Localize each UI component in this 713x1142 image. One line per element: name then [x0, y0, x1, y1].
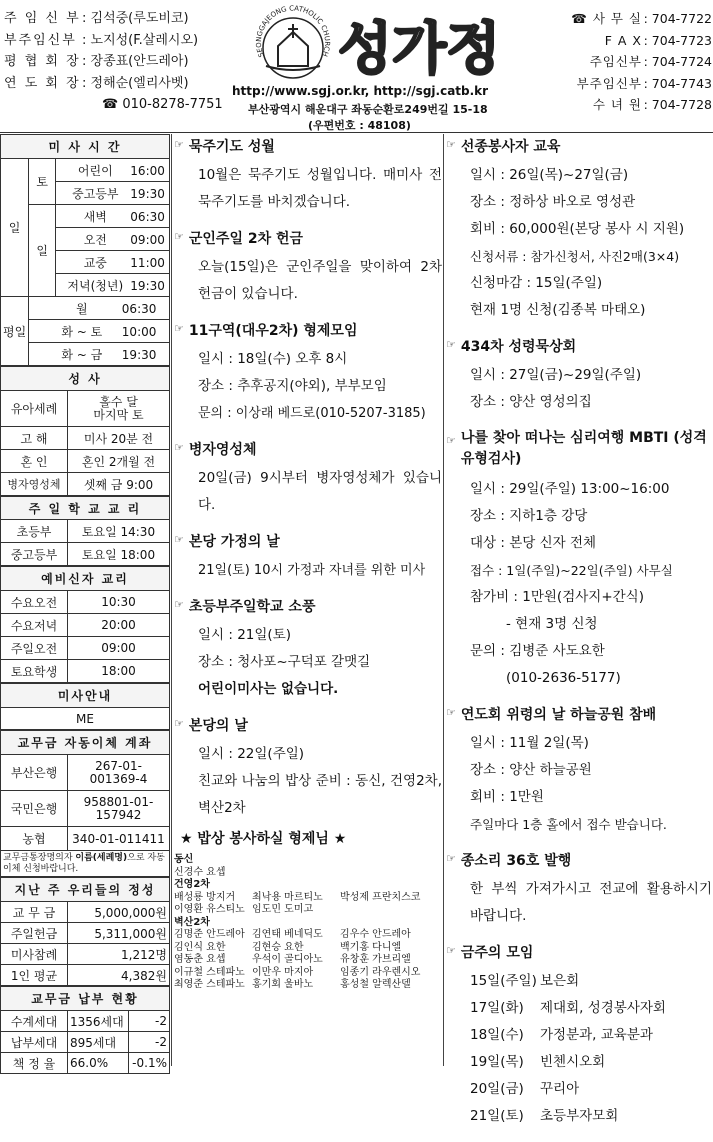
class-name: 수요저녁 [1, 614, 68, 637]
dues-value: 66.0% [68, 1053, 129, 1074]
notice-family-day [174, 531, 442, 584]
auto-transfer-table [0, 730, 170, 877]
notice-line: 장소 : 양산 하늘공원 [470, 762, 592, 778]
sacrament-value: 홀수 달 마지막 토 [68, 391, 170, 427]
notice-line: (010-2636-5177) [506, 670, 621, 686]
contact-label: F A X [604, 32, 642, 48]
notice-line: 회비 : 1만원 [470, 789, 544, 805]
sacrament-name: 고 해 [1, 427, 68, 450]
mass-times-title: 미 사 시 간 [1, 135, 170, 159]
sacrament-value: 혼인 2개월 전 [68, 450, 170, 473]
notice-bold-line: 어린이미사는 없습니다. [198, 681, 339, 697]
dues-name: 납부세대 [1, 1032, 68, 1053]
transfer-note: 교무금통장명의자 이름(세례명)으로 자동이체 신청바랍니다. [1, 851, 170, 877]
main-phone-number: 010-8278-7751 [122, 97, 223, 112]
notice-military-sunday [174, 228, 442, 308]
volunteer-row: 이규철 스테파노 이만우 마지아 임종기 라우렌시오 [174, 966, 421, 978]
staff-label: 연 도 회 장 [4, 75, 81, 91]
school-name: 초등부 [1, 520, 68, 543]
sacrament-value: 셋째 금 9:00 [68, 473, 170, 496]
notice-title: 나를 찾아 떠나는 심리여행 MBTI (성격 유형검사) [460, 430, 707, 467]
dues-name: 수계세대 [1, 1011, 68, 1032]
notice-line: 친교와 나눔의 밥상 준비 : 동신, 건영2차, 벽산2차 [198, 773, 442, 816]
announcements-middle [174, 136, 442, 992]
catechumen-table [0, 566, 170, 683]
account-number: 267-01- 001369-4 [68, 755, 170, 791]
notice-title: 본당의 날 [188, 718, 248, 734]
contact-value: : 704-7722 [643, 11, 712, 26]
notice-line: 일시 : 18일(수) 오후 8시 [198, 351, 348, 367]
meeting-row: 19일(목) 빈첸시오회 [470, 1054, 606, 1070]
mass-row: 어린이 16:00 [56, 159, 170, 182]
volunteer-row: 배성룡 방지거 최낙용 마르티노 박성제 프란치스코 [174, 891, 421, 903]
hand-pointer-icon: ☞ [446, 338, 456, 351]
weekly-offering-title: 지난 주 우리들의 정성 [1, 878, 170, 902]
volunteer-row: 김인식 요한 김현승 요한 백기홍 다니엘 [174, 941, 402, 953]
staff-label: 주 임 신 부 [4, 11, 81, 26]
bank-name: 농협 [1, 827, 68, 851]
volunteer-group-name: 동신 [174, 854, 194, 865]
mass-guide-table [0, 683, 170, 730]
account-number: 340-01-011411 [68, 827, 170, 851]
staff-value: : 장종표(안드레아) [82, 54, 189, 69]
church-address: 부산광역시 해운대구 좌동순환로249번길 15-18 [248, 103, 488, 116]
meeting-row: 20일(금) 꾸리아 [470, 1081, 580, 1097]
contact-list [552, 8, 712, 116]
bank-name: 국민은행 [1, 791, 68, 827]
contact-row [552, 51, 712, 73]
hand-pointer-icon: ☞ [446, 852, 456, 865]
header-divider [0, 132, 713, 133]
contact-row [552, 94, 712, 116]
notice-spirit-retreat [446, 336, 712, 416]
mass-row: 화 ~ 금 19:30 [29, 343, 170, 366]
saturday-label: 토 [29, 159, 56, 205]
contact-value: : 704-7728 [643, 97, 712, 112]
postcode: (우편번호 : 48108) [308, 119, 411, 132]
weekly-offering-table [0, 877, 170, 986]
dues-delta: -2 [128, 1032, 169, 1053]
sunday-sub-label: 일 [29, 205, 56, 297]
dues-value: 1356세대 [68, 1011, 129, 1032]
dues-delta: -0.1% [128, 1053, 169, 1074]
sacraments-title: 성 사 [1, 367, 170, 391]
notice-line: 21일(토) 10시 가정과 자녀를 위한 미사 [198, 563, 426, 578]
notice-line: 일시 : 29일(주일) 13:00~16:00 [470, 481, 670, 497]
notice-line: 신청서류 : 참가신청서, 사진2매(3×4) [470, 249, 680, 264]
church-logo [248, 4, 548, 90]
dues-delta: -2 [128, 1011, 169, 1032]
mass-row: 화 ~ 토 10:00 [29, 320, 170, 343]
hand-pointer-icon: ☞ [446, 706, 456, 719]
dues-name: 책 정 율 [1, 1053, 68, 1074]
volunteers-title: ★ 밥상 봉사하실 형제님 ★ [180, 831, 347, 847]
class-time: 18:00 [68, 660, 170, 683]
notice-title: 군인주일 2차 헌금 [188, 231, 304, 247]
notice-bell-newsletter [446, 850, 712, 930]
sunday-school-table [0, 496, 170, 566]
contact-label: 부주임신부 [576, 75, 642, 91]
volunteer-row: 김명준 안드레아 김연태 베네딕도 김우수 안드레아 [174, 929, 411, 940]
staff-label: 부주임신부 [4, 32, 77, 48]
contact-value: : 704-7743 [643, 75, 712, 91]
meeting-row: 18일(수) 가정분과, 교육분과 [470, 1027, 653, 1043]
notice-title: 11구역(대우2차) 형제모임 [188, 323, 358, 339]
notice-line: 일시 : 26일(목)~27일(금) [470, 167, 629, 183]
volunteers-list [174, 854, 442, 992]
notice-rosary-month [174, 136, 442, 216]
mass-row: 중고등부 19:30 [56, 182, 170, 205]
notice-line: 대상 : 본당 신자 전체 [470, 535, 597, 551]
class-time: 10:30 [68, 591, 170, 614]
notice-line: - 현재 3명 신청 [506, 616, 598, 632]
notice-mbti [446, 428, 712, 692]
class-name: 토요학생 [1, 660, 68, 683]
notice-title: 종소리 36호 발행 [460, 853, 572, 869]
offering-name: 미사참례 [1, 944, 68, 965]
main-phone [4, 94, 244, 116]
hand-pointer-icon: ☞ [446, 434, 456, 447]
notice-title: 선종봉사자 교육 [460, 139, 561, 155]
mass-times-table [0, 134, 170, 366]
notice-line: 문의 : 이상래 베드로(010-5207-3185) [198, 406, 426, 421]
hand-pointer-icon: ☞ [174, 533, 184, 546]
offering-name: 교 무 금 [1, 902, 68, 923]
staff-value: : 정해순(엘리사벳) [82, 75, 189, 91]
dues-value: 895세대 [68, 1032, 129, 1053]
mass-row: 저녁(청년) 19:30 [56, 274, 170, 297]
notice-sick-communion [174, 439, 442, 519]
volunteer-row: 신경수 요셉 [174, 866, 226, 878]
meeting-row: 21일(토) 초등부자모회 [470, 1108, 619, 1124]
offering-name: 주일헌금 [1, 923, 68, 944]
notice-line: 20일(금) 9시부터 병자영성체가 있습니다. [198, 470, 442, 513]
notice-parish-day [174, 715, 442, 822]
notice-title: 초등부주일학교 소풍 [188, 599, 316, 615]
notice-school-picnic [174, 596, 442, 703]
phone-icon: ☎ [102, 97, 123, 112]
notice-title: 본당 가정의 날 [188, 534, 280, 550]
offering-value: 4,382원 [68, 965, 170, 986]
offering-value: 1,212명 [68, 944, 170, 965]
notice-weekly-meetings [446, 942, 712, 1130]
school-name: 중고등부 [1, 543, 68, 566]
sacraments-table [0, 366, 170, 496]
volunteer-row: 이영환 유스티노 임도민 도미고 [174, 904, 314, 915]
announcements-right [446, 136, 712, 1142]
mass-row: 오전 09:00 [56, 228, 170, 251]
bank-name: 부산은행 [1, 755, 68, 791]
mass-guide-value: ME [1, 708, 170, 730]
hand-pointer-icon: ☞ [174, 322, 184, 335]
staff-label: 평 협 회 장 [4, 54, 81, 69]
notice-line: 문의 : 김병준 사도요한 [470, 643, 605, 659]
notice-line: 장소 : 지하1층 강당 [470, 508, 588, 524]
contact-label: 수 녀 원 [592, 97, 642, 112]
staff-value: : 김석중(루도비코) [82, 11, 189, 26]
hand-pointer-icon: ☞ [174, 138, 184, 151]
class-time: 09:00 [68, 637, 170, 660]
notice-line: 장소 : 양산 영성의집 [470, 394, 592, 410]
auto-transfer-title: 교무금 자동이체 계좌 [1, 731, 170, 755]
hand-pointer-icon: ☞ [174, 598, 184, 611]
notice-line: 주일마다 1층 홀에서 접수 받습니다. [470, 817, 667, 832]
notice-line: 참가비 : 1만원(검사지+간식) [470, 589, 644, 605]
notice-title: 금주의 모임 [460, 945, 534, 961]
contact-row [552, 8, 712, 30]
column-divider [171, 134, 172, 1066]
website-urls[interactable]: http://www.sgj.or.kr, http://sgj.catb.kr [232, 84, 489, 98]
school-time: 토요일 14:30 [68, 520, 170, 543]
class-name: 수요오전 [1, 591, 68, 614]
contact-row [552, 30, 712, 52]
volunteer-row: 최영준 스테파노 홍기회 울바노 홍성철 알렉산델 [174, 979, 411, 990]
logo-title: 성가정 [338, 17, 501, 82]
notice-title: 연도회 위령의 날 하늘공원 참배 [460, 707, 657, 723]
mass-guide-title: 미사안내 [1, 684, 170, 708]
staff-row [4, 51, 244, 73]
contact-label: ☎ 사 무 실 [571, 11, 642, 26]
sacrament-name: 병자영성체 [1, 473, 68, 496]
contact-value: : 704-7723 [643, 32, 712, 48]
notice-funeral-volunteer-training [446, 136, 712, 324]
class-name: 주일오전 [1, 637, 68, 660]
notice-district-meeting [174, 320, 442, 427]
school-time: 토요일 18:00 [68, 543, 170, 566]
hand-pointer-icon: ☞ [174, 717, 184, 730]
account-number: 958801-01- 157942 [68, 791, 170, 827]
notice-line: 일시 : 22일(주일) [198, 746, 305, 762]
contact-row [552, 73, 712, 95]
sacrament-value: 미사 20분 전 [68, 427, 170, 450]
staff-value: : 노지성(F.살레시오) [82, 32, 199, 48]
sunday-school-title: 주 일 학 교 교 리 [1, 497, 170, 520]
weekday-label: 평일 [1, 297, 29, 366]
notice-title: 묵주기도 성월 [188, 139, 275, 155]
notice-line: 접수 : 1일(주일)~22일(주일) 사무실 [470, 563, 673, 578]
notice-line: 일시 : 27일(금)~29일(주일) [470, 367, 642, 383]
staff-row [4, 30, 244, 52]
meeting-row: 15일(주일) 보은회 [470, 973, 580, 989]
notice-title: 병자영성체 [188, 442, 257, 458]
offering-value: 5,311,000원 [68, 923, 170, 944]
notice-line: 10월은 묵주기도 성월입니다. 매미사 전 묵주기도를 바치겠습니다. [198, 167, 442, 210]
column-divider [443, 134, 444, 1066]
staff-list [4, 8, 244, 116]
logo-ring-text: SEONGGAJEONG CATHOLIC CHURCH [254, 4, 332, 59]
volunteer-row: 염동춘 요셉 우석이 골디아노 유창훈 가브리엘 [174, 954, 411, 965]
notice-line: 한 부씩 가져가시고 전교에 활용하시기 바랍니다. [470, 881, 712, 924]
volunteer-group-name: 건영2차 [174, 879, 210, 890]
contact-label: 주임신부 [589, 54, 642, 69]
notice-line: 장소 : 정하상 바오로 영성관 [470, 194, 636, 210]
catechumen-title: 예비신자 교리 [1, 567, 170, 591]
hand-pointer-icon: ☞ [174, 441, 184, 454]
hand-pointer-icon: ☞ [446, 944, 456, 957]
dues-status-title: 교무금 납부 현황 [1, 987, 170, 1011]
notice-heaven-park [446, 704, 712, 838]
sacrament-name: 유아세례 [1, 391, 68, 427]
volunteer-group-name: 벽산2차 [174, 916, 210, 928]
dues-status-table [0, 986, 170, 1074]
contact-value: : 704-7724 [643, 54, 712, 69]
mass-row: 새벽 06:30 [56, 205, 170, 228]
hand-pointer-icon: ☞ [446, 138, 456, 151]
notice-line: 장소 : 청사포~구덕포 갈맷길 [198, 654, 371, 670]
class-time: 20:00 [68, 614, 170, 637]
staff-row [4, 8, 244, 30]
offering-value: 5,000,000원 [68, 902, 170, 923]
sunday-label: 일 [1, 159, 29, 297]
notice-title: 434차 성령묵상회 [460, 339, 577, 355]
mass-row: 교중 11:00 [56, 251, 170, 274]
notice-line: 현재 1명 신청(김종복 마태오) [470, 302, 646, 318]
notice-line: 오늘(15일)은 군인주일을 맞이하여 2차 헌금이 있습니다. [198, 259, 442, 302]
notice-line: 신청마감 : 15일(주일) [470, 275, 603, 291]
meeting-row: 17일(화) 제대회, 성경봉사자회 [470, 1000, 666, 1016]
hand-pointer-icon: ☞ [174, 230, 184, 243]
sacrament-name: 혼 인 [1, 450, 68, 473]
notice-line: 일시 : 21일(토) [198, 627, 292, 643]
offering-name: 1인 평균 [1, 965, 68, 986]
staff-row [4, 73, 244, 95]
notice-line: 장소 : 추후공지(야외), 부부모임 [198, 378, 387, 394]
notice-line: 일시 : 11월 2일(목) [470, 735, 589, 751]
mass-row: 월 06:30 [29, 297, 170, 320]
info-sidebar [0, 134, 170, 1074]
notice-line: 회비 : 60,000원(본당 봉사 시 지원) [470, 221, 685, 237]
